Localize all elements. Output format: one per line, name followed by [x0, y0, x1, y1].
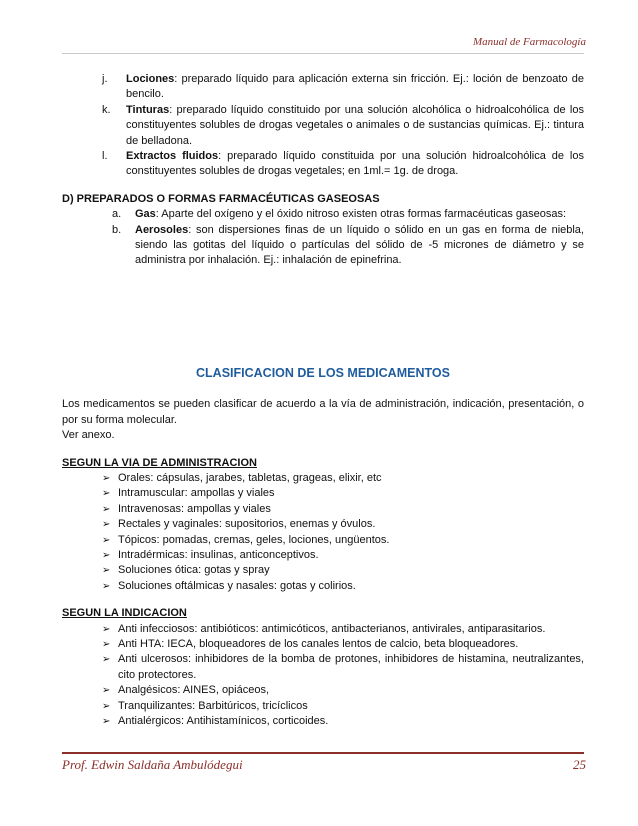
term: Tinturas	[126, 103, 170, 116]
arrow-bullet-icon: ➢	[102, 623, 111, 635]
list-item: ➢ Intradérmicas: insulinas, anticonceptivos.	[62, 548, 584, 563]
annex-note: Ver anexo.	[62, 429, 115, 442]
term: Aerosoles	[135, 223, 189, 236]
arrow-bullet-icon: ➢	[102, 654, 111, 666]
indicacion-list	[62, 622, 584, 730]
list-marker: j.	[102, 73, 108, 85]
list-item	[62, 103, 584, 149]
list-item: ➢ Soluciones ótica: gotas y spray	[62, 563, 584, 578]
arrow-bullet-icon: ➢	[102, 565, 111, 577]
footer-author: Prof. Edwin Saldaña Ambulódegui	[62, 757, 243, 772]
arrow-bullet-icon: ➢	[102, 503, 111, 515]
subheading-via: SEGUN LA VIA DE ADMINISTRACION	[62, 456, 257, 469]
list-item: ➢ Tópicos: pomadas, cremas, geles, lociones, ungüentos.	[62, 533, 584, 548]
arrow-bullet-icon: ➢	[102, 549, 111, 561]
list-item	[62, 149, 584, 180]
list-item: ➢ Anti infecciosos: antibióticos: antimicóticos, antibacterianos, antivirales, antiparasitarios.	[62, 622, 584, 637]
list-item: ➢ Anti HTA: IECA, bloqueadores de los canales lentos de calcio, beta bloqueadores.	[62, 637, 584, 652]
term: Lociones	[126, 73, 175, 85]
gaseous-forms-list	[62, 207, 584, 269]
list-marker: a.	[112, 208, 122, 221]
term: Extractos fluidos	[126, 150, 219, 163]
arrow-bullet-icon: ➢	[102, 580, 111, 592]
footer-divider	[62, 752, 584, 754]
subheading-indicacion: SEGUN LA INDICACION	[62, 607, 187, 620]
list-marker: k.	[102, 103, 111, 116]
list-item: ➢ Intravenosas: ampollas y viales	[62, 502, 584, 517]
arrow-bullet-icon: ➢	[102, 534, 111, 546]
arrow-bullet-icon: ➢	[102, 700, 111, 712]
page-body	[62, 72, 584, 729]
definition: : son dispersiones finas de un líquido o sólido en un gas en forma de niebla, siendo las gotitas del líquido o partículas del sólido de -5 micrones de diámetro y se administra por inhalación. Ej.: inhalación de epinefrina.	[135, 223, 584, 267]
list-marker: l.	[102, 150, 108, 163]
arrow-bullet-icon: ➢	[102, 472, 111, 484]
list-item: ➢ Intramuscular: ampollas y viales	[62, 486, 584, 501]
running-header: Manual de Farmacología	[472, 36, 586, 48]
header-divider	[62, 53, 584, 54]
list-item: ➢ Tranquilizantes: Barbitúricos, tricíclicos	[62, 699, 584, 714]
list-item	[62, 72, 584, 103]
list-item: ➢ Antialérgicos: Antihistamínicos, corticoides.	[62, 714, 584, 729]
list-item	[62, 207, 584, 222]
definition: : preparado líquido para aplicación externa sin fricción. Ej.: loción de benzoato de bencilo.	[126, 73, 584, 101]
list-marker: b.	[112, 223, 122, 236]
page-title: CLASIFICACION DE LOS MEDICAMENTOS	[196, 365, 450, 380]
list-item: ➢ Soluciones oftálmicas y nasales: gotas y colirios.	[62, 579, 584, 594]
section-heading-gaseous: D) PREPARADOS O FORMAS FARMACÉUTICAS GASEOSAS	[62, 192, 380, 205]
definition: : preparado líquido constituido por una solución alcohólica o hidroalcohólica de los constituyentes solubles de drogas vegetales o animales o de sustancias químicas. Ej.: tintura de belladona.	[126, 103, 584, 147]
arrow-bullet-icon: ➢	[102, 488, 111, 500]
list-item: ➢ Anti ulcerosos: inhibidores de la bomba de protones, inhibidores de histamina, neutralizantes, cito protectores.	[102, 653, 584, 681]
list-item: ➢ Analgésicos: AINES, opiáceos,	[62, 683, 584, 698]
list-item: ➢ Orales: cápsulas, jarabes, tabletas, grageas, elixir, etc	[62, 471, 584, 486]
list-item	[62, 223, 584, 269]
arrow-bullet-icon: ➢	[102, 685, 111, 697]
definition: : preparado líquido constituida por una solución hidroalcohólica de los constituyentes solubles de drogas vegetales; en 1ml.= 1g. de droga.	[126, 150, 584, 178]
arrow-bullet-icon: ➢	[102, 638, 111, 650]
page-number: 25	[573, 757, 586, 772]
intro-paragraph: Los medicamentos se pueden clasificar de acuerdo a la vía de administración, indicación, presentación, o por su forma molecular.	[62, 398, 584, 426]
liquid-preparations-list	[62, 72, 584, 180]
definition: : Aparte del oxígeno y el óxido nitroso existen otras formas farmacéuticas gaseosas:	[155, 208, 567, 221]
via-list	[62, 471, 584, 594]
arrow-bullet-icon: ➢	[102, 519, 111, 531]
arrow-bullet-icon: ➢	[102, 716, 111, 727]
term: Gas	[135, 208, 156, 221]
list-item: ➢ Rectales y vaginales: supositorios, enemas y óvulos.	[62, 517, 584, 532]
